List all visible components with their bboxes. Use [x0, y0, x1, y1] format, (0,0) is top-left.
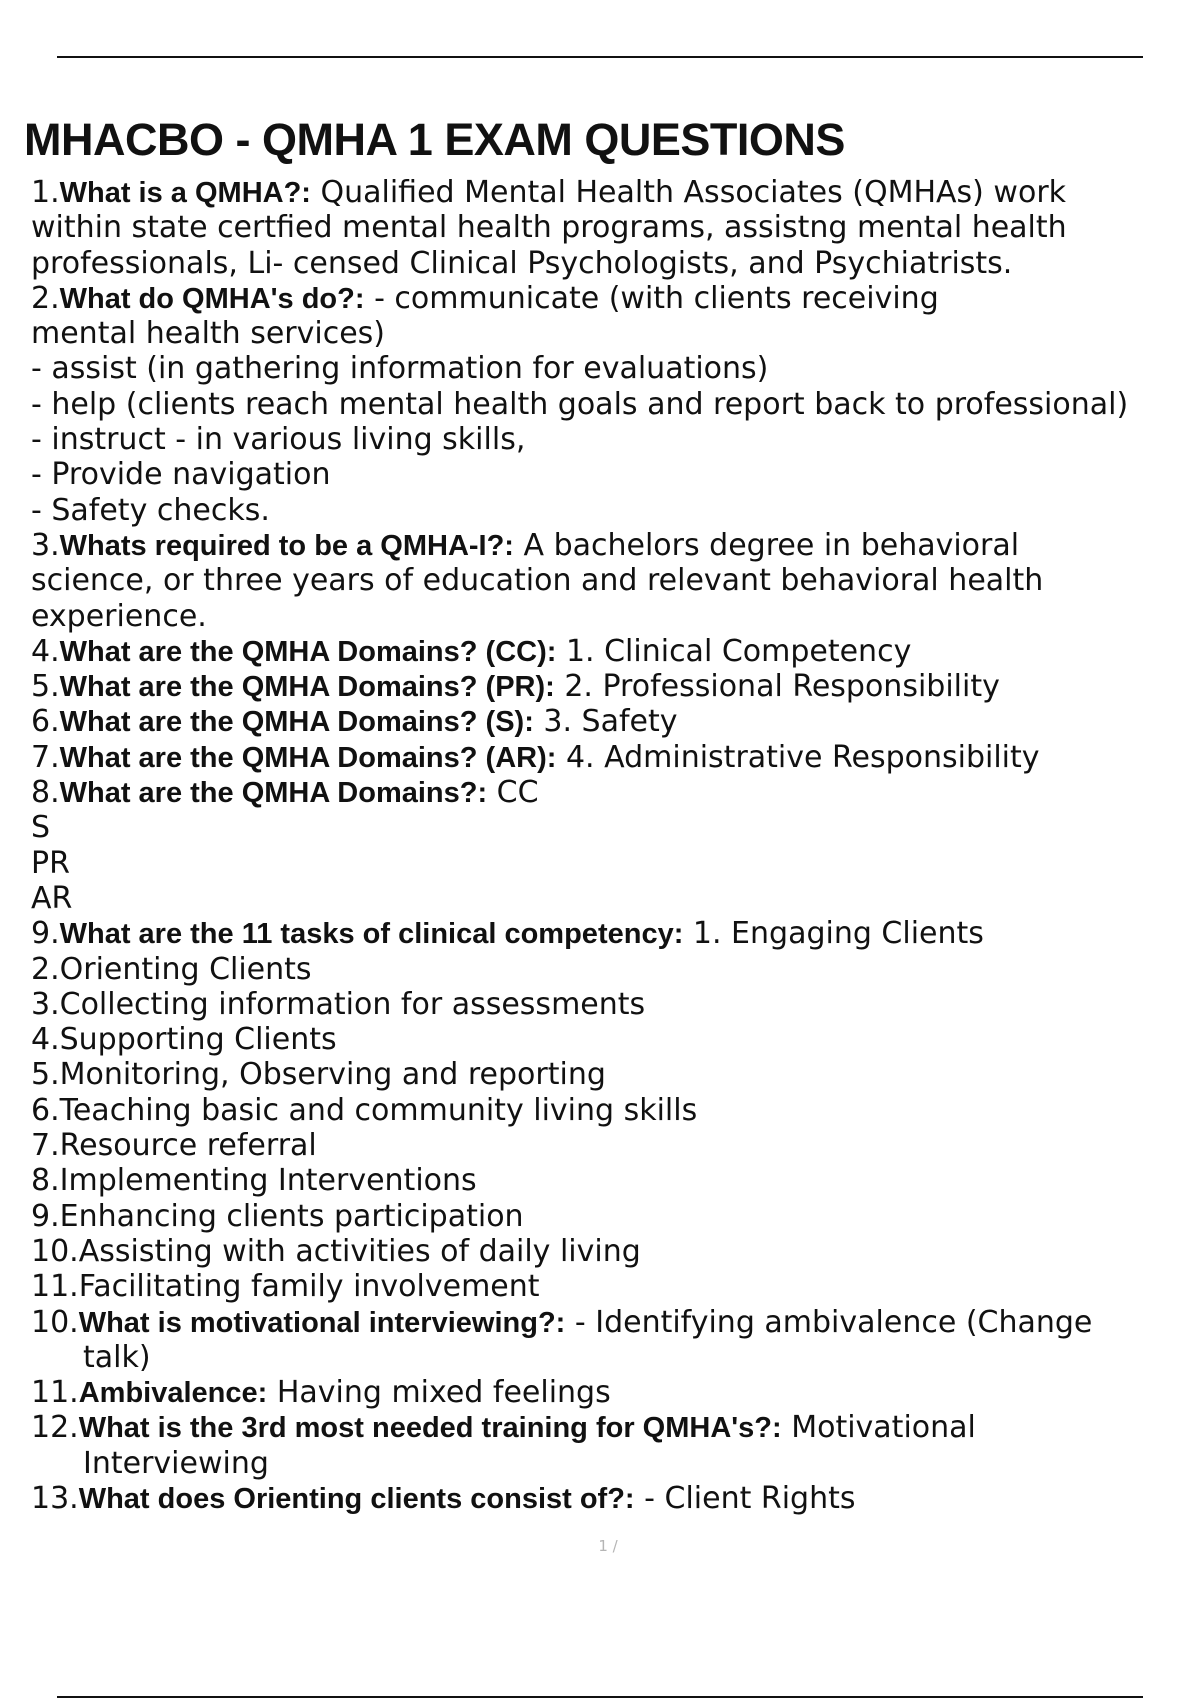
answer-line: - instruct - in various living skills, [31, 422, 526, 458]
list-item [31, 704, 1200, 739]
question-text: What is motivational interviewing?: [78, 1306, 566, 1339]
task-text: Facilitating family involvement [78, 1269, 540, 1305]
question-text: What does Orienting clients consist of?: [78, 1482, 635, 1515]
question-text: What are the QMHA Domains? (AR): [59, 741, 557, 774]
task-number: 2. [31, 951, 60, 987]
item-number: 8. [31, 775, 60, 811]
task-text: Supporting Clients [59, 1022, 337, 1058]
item-number: 7. [31, 739, 60, 775]
answer-text: 1. Clinical Competency [556, 633, 912, 669]
task-number: 11. [31, 1269, 79, 1305]
task-item [31, 1199, 1200, 1234]
task-item [31, 1163, 1200, 1198]
task-item [31, 1093, 1200, 1128]
task-item [31, 1057, 1200, 1092]
question-text: What are the QMHA Domains? (S): [59, 706, 534, 739]
list-item [31, 634, 1200, 669]
answer-text: CC [487, 775, 539, 811]
item-number: 12. [31, 1410, 79, 1446]
list-item [31, 1410, 1200, 1445]
task-text: Enhancing clients participation [59, 1198, 524, 1234]
task-item [31, 1234, 1200, 1269]
question-list [31, 175, 1200, 1516]
answer-line: mental health services) [31, 316, 386, 352]
list-item [31, 1375, 1200, 1410]
answer-line: within state certfied mental health programs, assistng mental health [31, 210, 1067, 246]
task-number: 8. [31, 1163, 60, 1199]
document-title: MHACBO - QMHA 1 EXAM QUESTIONS [24, 114, 845, 165]
answer-line: Interviewing [83, 1445, 269, 1481]
question-text: Ambivalence: [78, 1377, 268, 1410]
question-text: What are the 11 tasks of clinical competency: [59, 918, 684, 951]
answer-text: 2. Professional Responsibility [554, 669, 1000, 705]
answer-line: science, or three years of education and relevant behavioral health [31, 563, 1044, 599]
task-number: 3. [31, 986, 60, 1022]
task-text: Orienting Clients [59, 951, 312, 987]
answer-line: - assist (in gathering information for evaluations) [31, 351, 769, 387]
answer-text: - communicate (with clients receiving [364, 280, 939, 316]
task-number: 4. [31, 1022, 60, 1058]
item-number: 10. [31, 1304, 79, 1340]
answer-line: S [31, 810, 51, 846]
item-number: 5. [31, 669, 60, 705]
answer-line: AR [31, 880, 73, 916]
task-item [31, 1022, 1200, 1057]
list-item [31, 775, 1200, 810]
question-text: What are the QMHA Domains? (CC): [59, 635, 557, 668]
task-text: Resource referral [59, 1128, 317, 1164]
answer-line: - help (clients reach mental health goals and report back to professional) [31, 386, 1129, 422]
item-number: 9. [31, 916, 60, 952]
task-item [31, 952, 1200, 987]
list-item [31, 916, 1200, 951]
list-item [31, 740, 1200, 775]
answer-text: 1. Engaging Clients [683, 916, 984, 952]
answer-line: - Provide navigation [31, 457, 331, 493]
header-rule [57, 56, 1143, 58]
task-number: 5. [31, 1057, 60, 1093]
answer-line: talk) [83, 1339, 151, 1375]
answer-line: experience. [31, 598, 207, 634]
list-item [31, 1481, 1200, 1516]
item-number: 3. [31, 527, 60, 563]
answer-line: PR [31, 845, 70, 881]
answer-text: Having mixed feelings [267, 1375, 611, 1411]
task-text: Assisting with activities of daily living [78, 1233, 641, 1269]
answer-text: - Client Rights [634, 1480, 856, 1516]
page-number: 1 / [598, 1537, 618, 1555]
list-item [31, 175, 1200, 210]
task-text: Monitoring, Observing and reporting [59, 1057, 606, 1093]
item-number: 6. [31, 704, 60, 740]
answer-text: 4. Administrative Responsibility [556, 739, 1040, 775]
list-item [31, 1305, 1200, 1340]
task-number: 9. [31, 1198, 60, 1234]
list-item [31, 528, 1200, 563]
answer-line: professionals, Li- censed Clinical Psychologists, and Psychiatrists. [31, 245, 1013, 281]
answer-text: 3. Safety [533, 704, 678, 740]
question-text: What is a QMHA?: [59, 177, 311, 209]
answer-text: - Identifying ambivalence (Change [565, 1304, 1093, 1340]
question-text: What is the 3rd most needed training for QMHA's?: [78, 1412, 782, 1445]
footer-rule [57, 1696, 1143, 1698]
question-text: What are the QMHA Domains? (PR): [59, 671, 555, 704]
item-number: 2. [31, 280, 60, 316]
task-number: 10. [31, 1233, 79, 1269]
answer-text: Qualified Mental Health Associates (QMHAs) work [310, 175, 1067, 210]
list-item [31, 669, 1200, 704]
task-text: Teaching basic and community living skills [59, 1092, 698, 1128]
list-item [31, 281, 1200, 316]
task-item [31, 987, 1200, 1022]
item-number: 11. [31, 1375, 79, 1411]
item-number: 1. [31, 175, 60, 210]
answer-text: Motivational [781, 1410, 976, 1446]
answer-line: - Safety checks. [31, 492, 270, 528]
question-text: What do QMHA's do?: [59, 282, 365, 315]
question-text: Whats required to be a QMHA-I?: [59, 529, 514, 562]
task-text: Implementing Interventions [59, 1163, 477, 1199]
answer-text: A bachelors degree in behavioral [513, 527, 1020, 563]
question-text: What are the QMHA Domains?: [59, 777, 488, 810]
task-number: 6. [31, 1092, 60, 1128]
task-item [31, 1128, 1200, 1163]
task-number: 7. [31, 1128, 60, 1164]
task-text: Collecting information for assessments [59, 986, 646, 1022]
task-item [31, 1269, 1200, 1304]
item-number: 13. [31, 1480, 79, 1516]
item-number: 4. [31, 633, 60, 669]
